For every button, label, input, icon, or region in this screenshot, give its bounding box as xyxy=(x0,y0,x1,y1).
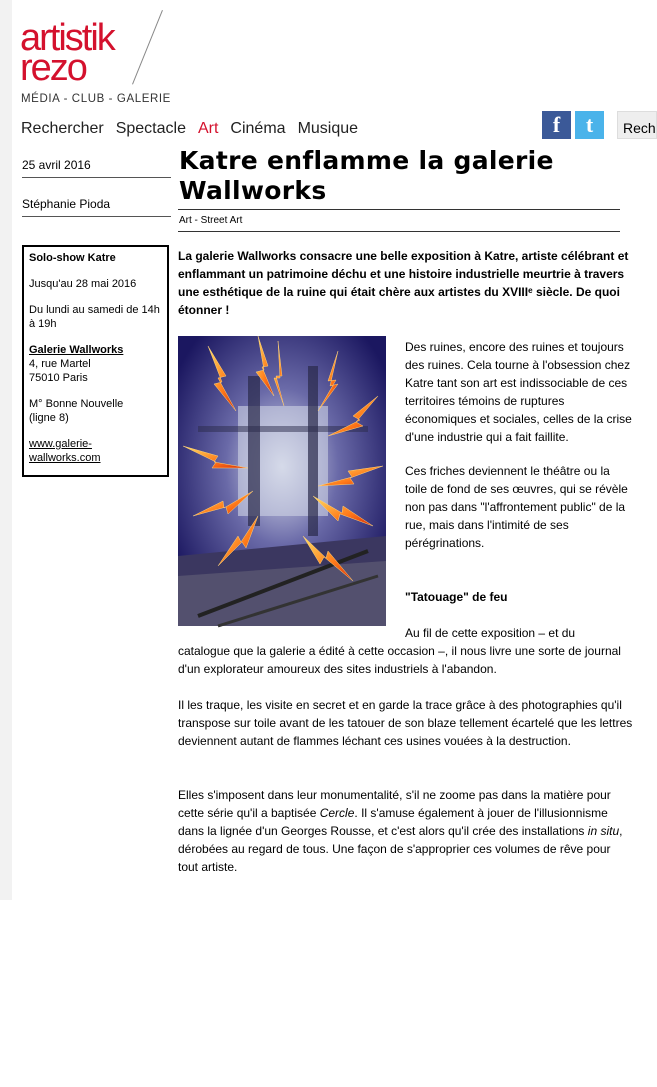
exhibition-hours: Du lundi au samedi de 14h à 19h xyxy=(29,304,160,330)
logo-slash xyxy=(132,10,163,85)
logo-line2: rezo xyxy=(20,47,86,89)
title-divider xyxy=(178,209,620,210)
para5-part-b: . Il s'amuse également à jouer de l'illusionnisme dans la lignée d'un Georges Rousse, et c'est alors qu'il crée des installations xyxy=(178,806,608,838)
search-button[interactable]: Rech xyxy=(617,111,657,139)
left-margin-strip xyxy=(0,0,12,900)
article-category[interactable]: Art - Street Art xyxy=(179,215,243,226)
facebook-icon[interactable]: f xyxy=(542,111,571,139)
para5-emphasis-cercle: Cercle xyxy=(319,806,355,820)
article-title: Katre enflamme la galerie Wallworks xyxy=(179,146,554,205)
nav-item-cinema[interactable]: Cinéma xyxy=(230,120,286,137)
main-nav xyxy=(21,120,358,138)
exhibition-info-box xyxy=(22,245,169,477)
para5-part-c: , dérobées au regard de tous. Une façon de s'approprier ces volumes de rêve pour tout artiste. xyxy=(178,824,623,874)
nav-item-rechercher[interactable]: Rechercher xyxy=(21,120,104,137)
article-paragraph-2: Ces friches deviennent le théâtre ou la toile de fond de ses œuvres, qui se révèle non pas dans "l'affrontement public" de la rue, mais dans l'intimité de ses pérégrinations. xyxy=(405,464,628,550)
address-line1: 4, rue Martel xyxy=(29,358,91,370)
article-paragraph-1: Des ruines, encore des ruines et toujours des ruines. Cela tourne à l'obsession chez Katre tant son art est indissociable de ces territoires témoins de ruptures économiques et sociales, celles de la crise d'une industrie qui a fait faillite. xyxy=(405,340,632,444)
para5-part-a: Elles s'imposent dans leur monumentalité, s'il ne zoome pas dans la matière pour cette série qu'il a baptisée xyxy=(178,788,611,820)
category-divider xyxy=(178,231,620,232)
social-links xyxy=(542,111,604,139)
gallery-link[interactable]: Galerie Wallworks xyxy=(29,344,124,356)
logo-line1: artistik xyxy=(20,17,114,59)
para5-emphasis-in-situ: in situ xyxy=(587,824,620,838)
metro-line2: (ligne 8) xyxy=(29,412,69,424)
gallery-website-link[interactable]: www.galerie-wallworks.com xyxy=(29,438,101,464)
exhibition-title: Solo-show Katre xyxy=(29,252,116,264)
article-paragraph-3-start: Au fil de cette exposition – et du xyxy=(405,626,576,640)
address-line2: 75010 Paris xyxy=(29,372,88,384)
metro-line1: M° Bonne Nouvelle xyxy=(29,398,124,410)
article-paragraph-4: Il les traque, les visite en secret et en garde la trace grâce à des photographies qu'il transpose sur toile avant de les tatouer de son blaze tellement écartelé que les lettres deviennent autant de flammes léchant ces usines vouées à la destruction. xyxy=(178,698,633,748)
article-author[interactable]: Stéphanie Pioda xyxy=(22,197,171,217)
metro-info xyxy=(29,397,162,425)
twitter-icon[interactable]: t xyxy=(575,111,604,139)
artwork-illustration xyxy=(178,336,386,626)
article-paragraph-5 xyxy=(178,786,633,876)
article-lead: La galerie Wallworks consacre une belle exposition à Katre, artiste célébrant et enflammant un patrimoine déchu et une histoire industrielle meurtrie à travers une esthétique de la ruine qui était chère aux artistes du XVIIIᵉ siècle. De quoi étonner ! xyxy=(178,249,629,317)
artwork-image xyxy=(178,336,386,626)
article-paragraph-3: catalogue que la galerie a édité à cette occasion –, il nous livre une sorte de journal d'un explorateur amoureux des sites industriels à l'abandon. xyxy=(178,644,621,676)
gallery-address xyxy=(29,343,162,385)
article-date: 25 avril 2016 xyxy=(22,158,171,178)
site-logo[interactable] xyxy=(20,14,190,109)
logo-tagline: MÉDIA - CLUB - GALERIE xyxy=(21,93,171,105)
exhibition-dates: Jusqu'au 28 mai 2016 xyxy=(29,278,137,290)
article-subheading: "Tatouage" de feu xyxy=(405,590,508,604)
nav-item-musique[interactable]: Musique xyxy=(297,120,359,137)
nav-item-spectacle[interactable]: Spectacle xyxy=(115,120,186,137)
nav-item-art[interactable]: Art xyxy=(197,120,219,137)
